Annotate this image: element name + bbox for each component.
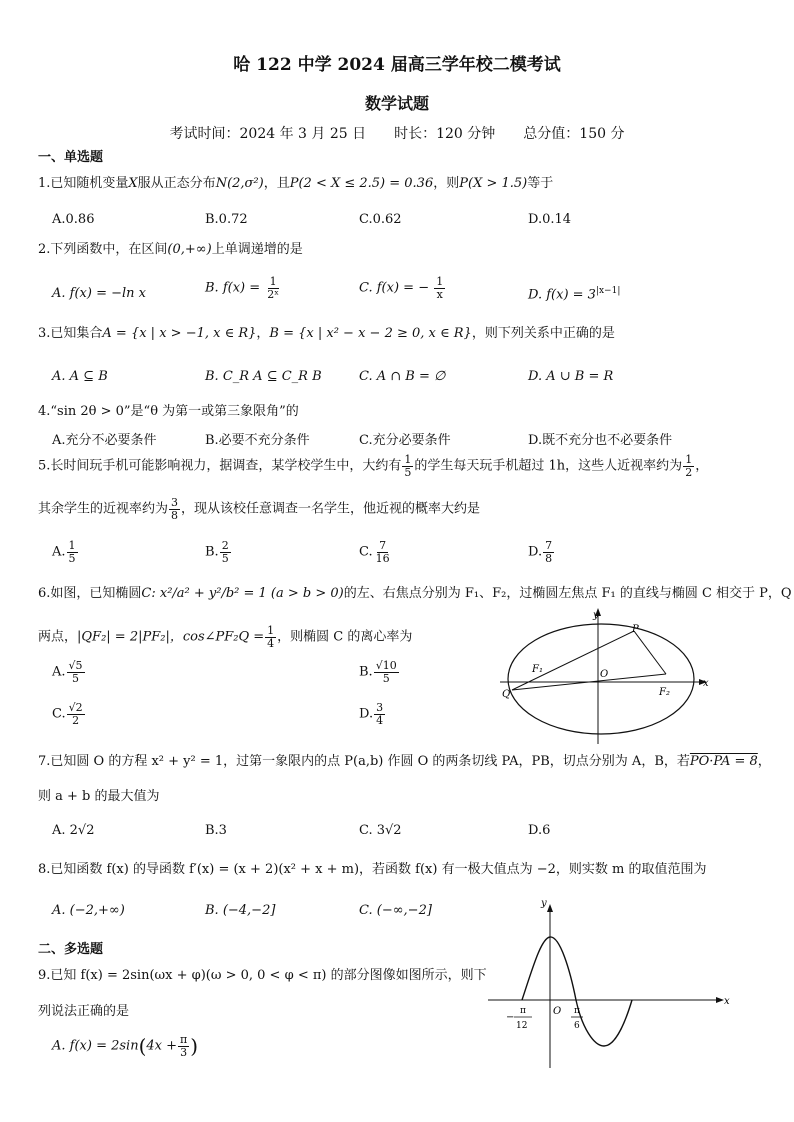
numerator: 2 [221, 539, 229, 552]
q6-text: 两点， [38, 629, 78, 645]
label-f2: F₂ [659, 687, 670, 698]
q6-ellipse-equation: C: x²/a² + y²/b² = 1 (a > b > 0) [141, 586, 344, 601]
numerator: 7 [545, 539, 553, 552]
option-label: B. [205, 544, 219, 560]
left-paren: ( [138, 1034, 147, 1059]
numerator: 1 [269, 275, 277, 288]
question-9-line-2: 列说法正确的是 [38, 1004, 130, 1019]
option-fraction [67, 702, 85, 726]
label-pos-num: π [574, 1006, 580, 1016]
denominator: 8 [171, 508, 179, 522]
x-axis-arrow [716, 997, 724, 1003]
q3-set-b: B = {x | x² − x − 2 ≥ 0, x ∈ R} [269, 326, 472, 341]
q1-option-d[interactable]: D.0.14 [528, 212, 572, 227]
numerator: 1 [404, 453, 412, 466]
q6-option-d[interactable] [359, 702, 386, 726]
question-7-line-2: 则 a + b 的最大值为 [38, 789, 160, 804]
q5-fraction-1 [402, 454, 413, 478]
subject-title: 数学试题 [364, 94, 429, 113]
question-9-line-1: 9.已知 f(x) = 2sin(ωx + φ)(ω > 0, 0 < φ < π) 的部分图像如图所示，则下 [38, 968, 487, 983]
question-1 [38, 176, 553, 192]
q6-text: ，则椭圆 C 的离心率为 [277, 629, 413, 645]
label-o: O [553, 1006, 562, 1017]
q1-cond: P(2 < X ≤ 2.5) = 0.36 [289, 176, 434, 191]
q3-text: 3.已知集合 [38, 326, 103, 341]
question-5-line-1 [38, 454, 708, 478]
option-fraction [67, 660, 85, 684]
option-fraction [67, 540, 78, 564]
question-2 [38, 242, 303, 258]
label-o: O [600, 669, 609, 680]
exam-info: 考试时间：2024 年 3 月 25 日 时长：120 分钟 总分值：150 分 [169, 126, 625, 142]
q3-option-a-text: A. A ⊆ B [52, 369, 108, 384]
option-label: A. [52, 664, 66, 680]
q5-text: 其余学生的近视率约为 [38, 501, 169, 517]
denominator: 2 [685, 465, 693, 479]
q2-option-a-text: A. f(x) = −ln x [52, 286, 146, 301]
option-fraction [543, 540, 554, 564]
q2-text: 2.下列函数中，在区间 [38, 242, 168, 257]
numerator: 3 [171, 496, 179, 509]
exam-title: 哈 122 中学 2024 届高三学年校二模考试 [233, 55, 561, 75]
denominator: x [436, 287, 443, 301]
label-f1: F₁ [532, 664, 543, 675]
q1-text: 等于 [527, 176, 554, 191]
q7-option-d[interactable]: D.6 [528, 823, 551, 838]
option-label: D. [359, 706, 374, 722]
q4-option-d[interactable]: D.既不充分也不必要条件 [528, 433, 673, 448]
numerator: 1 [436, 275, 444, 288]
q7-option-a[interactable]: A. 2√2 [52, 823, 95, 838]
q9-option-a-inner: 4x + [146, 1038, 178, 1054]
q1-text: ，则 [433, 176, 460, 191]
q2-option-b[interactable] [205, 276, 282, 300]
denominator: 5 [72, 671, 80, 685]
q7-text: 7.已知圆 O 的方程 x² + y² = 1，过第一象限内的点 P(a,b) 作圆 O 的两条切线 PA，PB，切点分别为 A，B，若 [38, 754, 690, 769]
q1-option-c[interactable]: C.0.62 [359, 212, 402, 227]
option-label: C. [52, 706, 66, 722]
label-p: P [632, 624, 639, 635]
denominator: 16 [375, 551, 390, 565]
q5-fraction-3 [169, 497, 180, 521]
q8-option-b-text: B. (−4,−2] [205, 903, 276, 918]
label-pos-den: 6 [574, 1021, 580, 1031]
q2-option-d-text: D. f(x) = 3 [528, 287, 596, 303]
q2-option-b-text: B. f(x) = [205, 280, 261, 296]
question-7-line-1 [38, 754, 771, 770]
q3-text: ， [256, 326, 270, 341]
q5-option-d[interactable] [528, 540, 555, 564]
denominator: 5 [404, 465, 412, 479]
q7-text: ， [757, 754, 771, 769]
chord-pq [512, 631, 634, 690]
q5-option-c[interactable] [359, 540, 393, 564]
option-fraction [178, 1034, 189, 1058]
q5-text: 5.长时间玩手机可能影响视力，据调查，某学校学生中，大约有 [38, 458, 402, 474]
q6-option-a[interactable] [52, 660, 86, 684]
numerator: π [180, 1033, 188, 1046]
q1-text: 服从正态分布 [137, 176, 216, 191]
q3-option-a[interactable] [52, 369, 108, 384]
q3-option-c-text: C. A ∩ B = ∅ [359, 369, 446, 384]
q6-text: 6.如图，已知椭圆 [38, 586, 142, 601]
q5-text: ， [695, 458, 709, 474]
option-fraction [374, 540, 392, 564]
q1-var: X [128, 176, 138, 191]
q2-option-c-fraction [434, 276, 445, 300]
q6-condition: |QF₂| = 2|PF₂|，cos∠PF₂Q = [77, 629, 265, 645]
q3-option-c[interactable] [359, 369, 445, 384]
q2-option-c-text: C. f(x) = − [359, 280, 430, 296]
q7-option-b[interactable]: B.3 [205, 823, 227, 838]
option-label: C. [359, 544, 373, 560]
question-5-line-2 [38, 497, 480, 521]
question-6-line-1 [38, 586, 792, 602]
q6-text: 的左、右焦点分别为 F₁、F₂，过椭圆左焦点 F₁ 的直线与椭圆 C 相交于 P，Q [343, 586, 792, 601]
q5-fraction-2 [683, 454, 694, 478]
q2-option-a[interactable] [52, 286, 146, 301]
denominator: 2ˣ [267, 287, 279, 301]
q8-option-a-text: A. (−2,+∞) [52, 903, 125, 918]
q6-option-b[interactable] [359, 660, 400, 684]
right-paren: ) [190, 1034, 199, 1059]
q8-option-b[interactable] [205, 903, 275, 918]
denominator: 4 [267, 636, 275, 650]
numerator: √5 [68, 659, 83, 672]
denominator: 3 [180, 1045, 188, 1059]
label-y: y [593, 610, 599, 621]
q1-option-b[interactable]: B.0.72 [205, 212, 248, 227]
option-label: A. [52, 544, 66, 560]
q7-option-c[interactable]: C. 3√2 [359, 823, 402, 838]
question-6-line-2 [38, 625, 412, 649]
label-x: x [724, 996, 730, 1007]
denominator: 2 [72, 713, 80, 727]
q5-text: ，现从该校任意调查一名学生，他近视的概率大约是 [181, 501, 481, 517]
label-x: x [703, 678, 709, 689]
denominator: 5 [221, 551, 229, 565]
q8-option-c[interactable] [359, 903, 432, 918]
label-neg-den: 12 [516, 1021, 528, 1031]
numerator: 7 [379, 539, 387, 552]
label-neg-sign: − [506, 1012, 515, 1023]
q8-option-c-text: C. (−∞,−2] [359, 903, 432, 918]
numerator: 3 [376, 701, 384, 714]
numerator: 1 [685, 453, 693, 466]
q9-option-a-text: A. f(x) = 2sin [52, 1038, 139, 1054]
q2-text: 上单调递增的是 [211, 242, 303, 257]
q2-interval: (0,+∞) [167, 242, 212, 257]
label-neg-num: π [520, 1006, 526, 1016]
q5-option-b[interactable] [205, 540, 232, 564]
numerator: 1 [68, 539, 76, 552]
numerator: √10 [375, 659, 397, 672]
section-multiple-choice: 二、多选题 [38, 942, 104, 957]
q1-option-a[interactable]: A.0.86 [52, 212, 95, 227]
q3-text: ，则下列关系中正确的是 [471, 326, 615, 341]
section-single-choice: 一、单选题 [38, 150, 104, 165]
question-3 [38, 326, 615, 342]
q8-option-a[interactable] [52, 903, 125, 918]
sine-graph-figure [486, 900, 736, 1070]
q9-option-a[interactable] [52, 1034, 198, 1058]
q3-option-d[interactable] [528, 369, 613, 384]
option-label: B. [359, 664, 373, 680]
q2-option-d[interactable] [528, 286, 620, 302]
denominator: 5 [68, 551, 76, 565]
q1-ask: P(X > 1.5) [459, 176, 528, 191]
option-fraction [374, 660, 399, 684]
q3-set-a: A = {x | x > −1, x ∈ R} [102, 326, 257, 341]
question-8: 8.已知函数 f(x) 的导函数 f′(x) = (x + 2)(x² + x + m)，若函数 f(x) 有一极大值点为 −2，则实数 m 的取值范围为 [38, 862, 707, 877]
exponent: |x−1| [595, 286, 621, 296]
q5-option-a[interactable] [52, 540, 79, 564]
option-fraction [220, 540, 231, 564]
label-q: Q [502, 689, 511, 700]
q3-option-b[interactable] [205, 369, 322, 384]
q4-option-b[interactable]: B.必要不充分条件 [205, 433, 310, 448]
q2-option-b-fraction [265, 276, 281, 300]
q3-option-d-text: D. A ∪ B = R [528, 369, 614, 384]
q6-cos-fraction [265, 625, 276, 649]
q4-option-a[interactable]: A.充分不必要条件 [52, 433, 157, 448]
q1-dist: N(2,σ²) [215, 176, 264, 191]
q1-text: ，且 [263, 176, 290, 191]
denominator: 8 [545, 551, 553, 565]
q4-option-c[interactable]: C.充分必要条件 [359, 433, 451, 448]
q2-option-c[interactable] [359, 276, 446, 300]
q5-text: 的学生每天玩手机超过 1h，这些人近视率约为 [414, 458, 683, 474]
ellipse-figure [498, 604, 723, 749]
q3-option-b-text: B. C_R A ⊆ C_R B [205, 369, 322, 384]
denominator: 5 [382, 671, 390, 685]
question-4: 4.“sin 2θ > 0”是“θ 为第一或第三象限角”的 [38, 404, 299, 419]
q7-vector-condition: PO·PA = 8 [689, 754, 758, 769]
option-fraction [374, 702, 385, 726]
option-label: D. [528, 544, 543, 560]
q1-text: 1.已知随机变量 [38, 176, 129, 191]
denominator: 4 [376, 713, 384, 727]
numerator: 1 [267, 624, 275, 637]
label-y: y [541, 900, 547, 909]
q6-option-c[interactable] [52, 702, 86, 726]
numerator: √2 [68, 701, 83, 714]
y-axis-arrow [547, 904, 553, 912]
